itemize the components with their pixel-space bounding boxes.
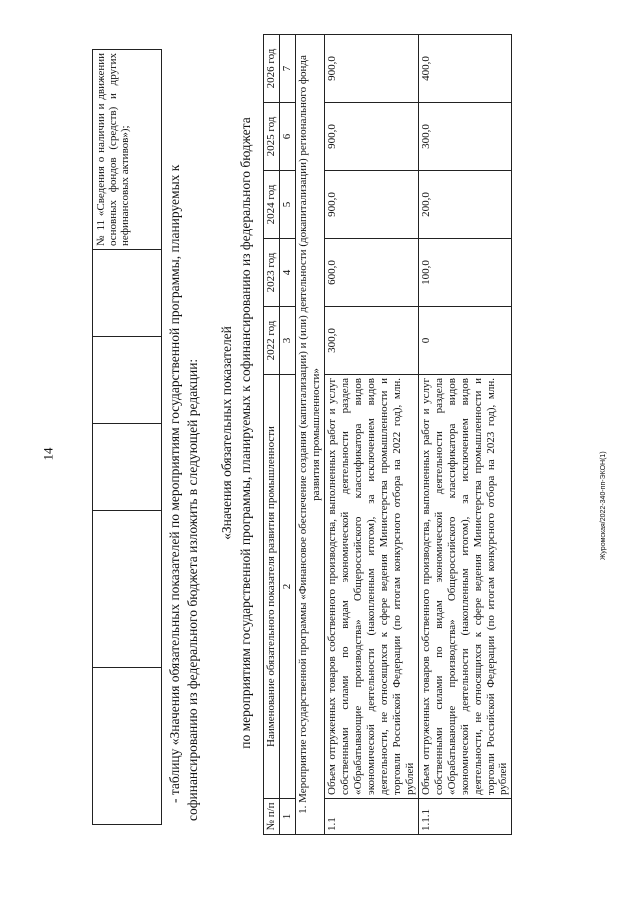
header-2022: 2022 год [264, 307, 280, 375]
row-name: Объем отгруженных товаров собственного производства, выполненных работ и услуг собственными силами по видам экономической деятельности раздела «Обрабатывающие производства» Общероссийского классификатора видов экономической деятельности (накопленным итогом), за исключением видов деятельности, не относящихся к сфере ведения Министерства промышленности и торговли Российской Федерации (по итогам конкурсного отбора на 2023 год), млн. рублей [418, 375, 512, 799]
top-cell-3 [93, 424, 162, 511]
row-num: 1.1.1 [418, 799, 512, 835]
intro-line-1: - таблицу «Значения обязательных показателей по мероприятиям государственной программы, планируемых к [167, 164, 182, 803]
top-cell-5 [93, 250, 162, 337]
header-2024: 2024 год [264, 171, 280, 239]
header-name: Наименование обязательного показателя развития промышленности [264, 375, 280, 799]
top-table-continuation [92, 49, 162, 825]
row-value-2024: 200,0 [418, 171, 512, 239]
section-row [295, 35, 324, 835]
top-note-cell: № 11 «Сведения о наличии и движении основных фондов (средств) и других нефинансовых активов»); [93, 50, 162, 250]
row-num: 1.1 [324, 799, 418, 835]
col-number: 7 [279, 35, 295, 103]
row-value-2023: 600,0 [324, 239, 418, 307]
column-number-row [279, 35, 295, 835]
row-value-2025: 900,0 [324, 103, 418, 171]
header-2025: 2025 год [264, 103, 280, 171]
intro-paragraph [166, 51, 202, 821]
table-row [324, 35, 418, 835]
header-2026: 2026 год [264, 35, 280, 103]
row-value-2024: 900,0 [324, 171, 418, 239]
footer-code: Журомская/2022-340-пп-ЭКОН(1) [600, 451, 607, 560]
row-value-2022: 0 [418, 307, 512, 375]
col-number: 3 [279, 307, 295, 375]
row-value-2022: 300,0 [324, 307, 418, 375]
table-row [418, 35, 512, 835]
section-1-title: 1. Мероприятие государственной программы «Финансовое обеспечение создания (капитализации) и (или) деятельности (докапитализации) регионального фонда развития промышленности» [295, 35, 324, 835]
title-line-1: «Значения обязательных показателей [219, 326, 234, 540]
row-value-2023: 100,0 [418, 239, 512, 307]
header-num: № п/п [264, 799, 280, 835]
top-cell-4 [93, 337, 162, 424]
header-2023: 2023 год [264, 239, 280, 307]
col-number: 4 [279, 239, 295, 307]
col-number: 5 [279, 171, 295, 239]
row-value-2026: 400,0 [418, 35, 512, 103]
row-value-2025: 300,0 [418, 103, 512, 171]
page-number: 14 [40, 447, 56, 461]
table-title [218, 45, 255, 821]
col-number: 1 [279, 799, 295, 835]
row-value-2026: 900,0 [324, 35, 418, 103]
row-name: Объем отгруженных товаров собственного производства, выполненных работ и услуг собственными силами по видам экономической деятельности раздела «Обрабатывающие производства» Общероссийского классификатора видов экономической деятельности (накопленным итогом), за исключением видов деятельности, не относящихся к сфере ведения Министерства промышленности и торговли Российской Федерации (по итогам конкурсного отбора на 2022 год), млн. рублей [324, 375, 418, 799]
col-number: 6 [279, 103, 295, 171]
top-cell-2 [93, 511, 162, 668]
header-row [264, 35, 280, 835]
indicators-table [263, 34, 512, 835]
intro-line-2: софинансированию из федерального бюджета изложить в следующей редакции: [185, 358, 201, 821]
col-number: 2 [279, 375, 295, 799]
top-cell-1 [93, 668, 162, 825]
title-line-2: по мероприятиям государственной программы, планируемых к софинансированию из федерального бюджета [237, 117, 253, 749]
